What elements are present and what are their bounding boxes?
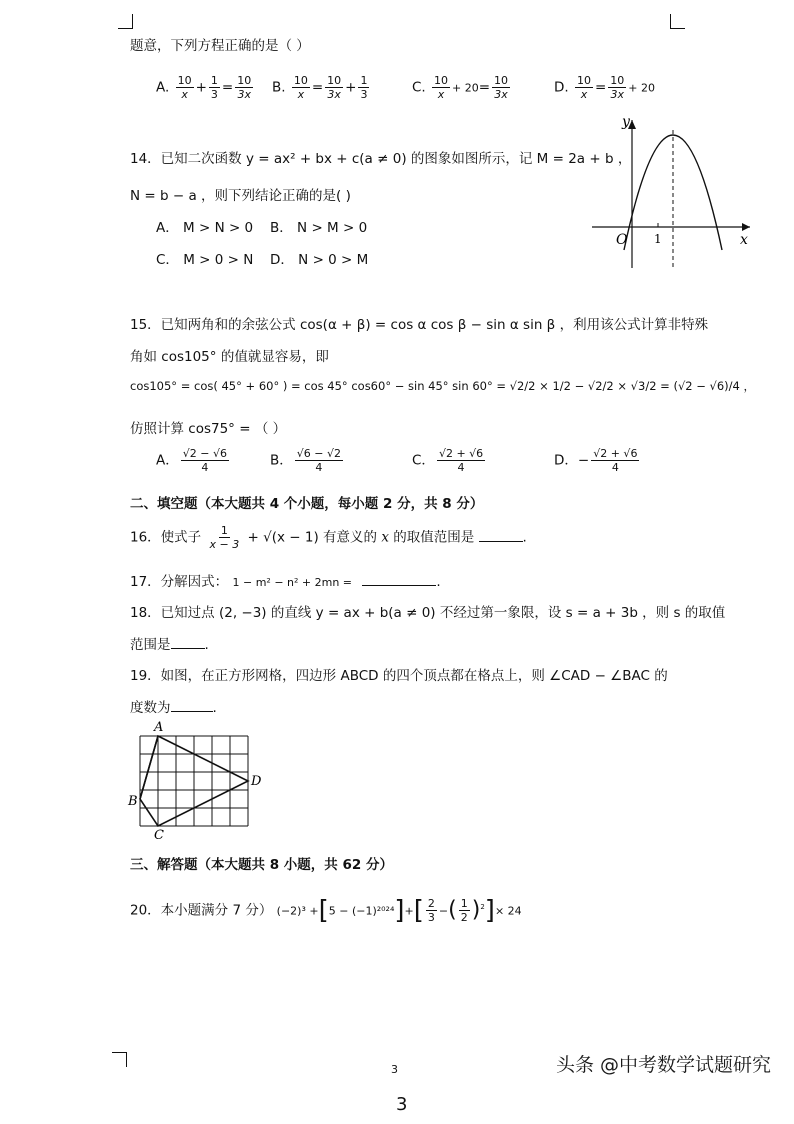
square-grid xyxy=(140,736,248,826)
x-label: x xyxy=(740,232,748,248)
vertex-c: C xyxy=(154,828,164,842)
q15-line2: 角如 cos105° 的值就显容易，即 xyxy=(130,349,329,365)
q15-option-d[interactable]: D．− $\frac{√2 + √6}{4}$ xyxy=(554,447,638,474)
crop-mark-top-right xyxy=(670,14,685,29)
q13-option-b[interactable]: B. $\frac{10}{x}$ = $\frac{10}{3x}$ + $\frac{1}{3}$ xyxy=(272,74,368,101)
q15-option-c[interactable]: C． $\frac{√2 + √6}{4}$ xyxy=(412,447,484,474)
q14-option-a[interactable]: A． M > N > 0 xyxy=(156,220,254,236)
page-number-large: 3 xyxy=(396,1094,408,1115)
crop-mark-top-left xyxy=(118,14,133,29)
vertex-b: B xyxy=(128,794,138,809)
q16: 16．使式子 $\frac{1}{x - 3}$ + √(x − 1) 有意义的 x 的取值范围是 . xyxy=(130,524,527,551)
q14-option-c[interactable]: C． M > 0 > N xyxy=(156,252,254,268)
x-axis-arrow-icon xyxy=(742,223,750,231)
q16-answer-blank[interactable] xyxy=(479,529,523,542)
q20: 20．本小题满分 7 分） (−2)³ +[5 − (−1)²⁰²⁴]+[ $\frac{2}{3}$ −( $\frac{1}{2}$ )$^2$]× 24 xyxy=(130,895,522,926)
tick-label-1: 1 xyxy=(654,232,662,246)
crop-mark-bottom-left xyxy=(112,1052,127,1067)
q15-option-b[interactable]: B． $\frac{√6 - √2}{4}$ xyxy=(270,447,341,474)
q14-line2: N = b − a ，则下列结论正确的是( ) xyxy=(130,188,351,204)
vertex-d: D xyxy=(251,774,262,789)
q13-options xyxy=(156,66,716,102)
q19-line1: 19．如图，在正方形网格，四边形 ABCD 的四个顶点都在格点上，则 ∠CAD − ∠BAC 的 xyxy=(130,668,668,684)
q14-option-b[interactable]: B． N > M > 0 xyxy=(270,220,368,236)
parabola-graph xyxy=(584,112,756,274)
q13-option-d[interactable]: D. $\frac{10}{x}$ = $\frac{10}{3x}$ + 20 xyxy=(554,74,656,101)
q19-line2: 度数为 . xyxy=(130,700,217,716)
vertex-a: A xyxy=(154,720,164,735)
q17-answer-blank[interactable] xyxy=(362,573,436,586)
q19-answer-blank[interactable] xyxy=(171,699,213,712)
origin-label: O xyxy=(616,232,628,248)
watermark: 头条 @中考数学试题研究 xyxy=(556,1054,772,1076)
q15-line4: 仿照计算 cos75° = （ ） xyxy=(130,421,287,437)
q15-line3: cos105° = cos( 45° + 60° ) = cos 45° cos60° − sin 45° sin 60° = √2/2 × 1/2 − √2/2 × √3/2 = (√2 − √6)/4 ， xyxy=(130,379,756,393)
y-label: y xyxy=(622,114,630,130)
q18-answer-blank[interactable] xyxy=(171,636,205,649)
grid-quadrilateral-figure xyxy=(124,718,274,842)
q15-option-a[interactable]: A． $\frac{√2 - √6}{4}$ xyxy=(156,447,227,474)
q18-line1: 18．已知过点 (2, −3) 的直线 y = ax + b(a ≠ 0) 不经过第一象限，设 s = a + 3b ，则 s 的取值 xyxy=(130,605,726,621)
q13-option-a[interactable]: A. $\frac{10}{x}$ + $\frac{1}{3}$ = $\frac{10}{3x}$ xyxy=(156,74,252,101)
section-2-heading: 二、填空题（本大题共 4 个小题，每小题 2 分，共 8 分） xyxy=(130,496,484,512)
q13-stem: 题意，下列方程正确的是（ ） xyxy=(130,38,310,54)
q13-option-c[interactable]: C. $\frac{10}{x}$ + 20= $\frac{10}{3x}$ xyxy=(412,74,509,101)
page-number-small: 3 xyxy=(391,1063,398,1076)
q18-line2: 范围是 . xyxy=(130,637,209,653)
q15-line1: 15．已知两角和的余弦公式 cos(α + β) = cos α cos β − sin α sin β ，利用该公式计算非特殊 xyxy=(130,317,709,333)
q17: 17．分解因式： 1 − m² − n² + 2mn = . xyxy=(130,574,441,590)
q14-line1: 14．已知二次函数 y = ax² + bx + c(a ≠ 0) 的图象如图所示，记 M = 2a + b ， xyxy=(130,151,632,167)
section-3-heading: 三、解答题（本大题共 8 小题，共 62 分） xyxy=(130,857,393,873)
q14-option-d[interactable]: D． N > 0 > M xyxy=(270,252,369,268)
